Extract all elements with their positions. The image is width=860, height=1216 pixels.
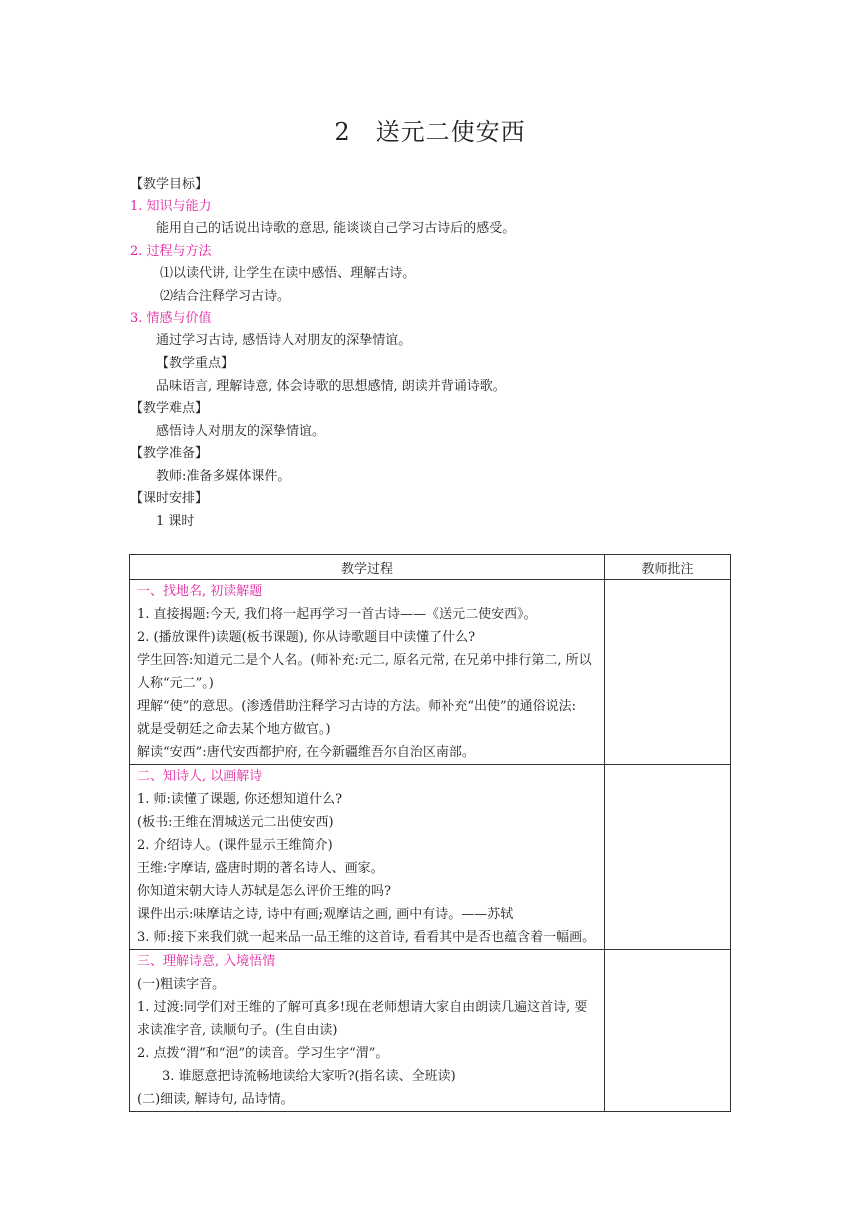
objective-2-text-1: ⑴以读代讲, 让学生在读中感悟、理解古诗。 [160, 266, 416, 281]
objective-3-text: 通过学习古诗, 感悟诗人对朋友的深挚情谊。 [156, 333, 412, 348]
key-points-header: 【教学重点】 [156, 356, 235, 371]
objective-2-text-2: ⑵结合注释学习古诗。 [160, 289, 291, 304]
section-heading: 二、知诗人, 以画解诗 [137, 769, 263, 784]
schedule-header: 【课时安排】 [130, 491, 209, 506]
section-line: 3. 师:接下来我们就一起来品一品王维的这首诗, 看看其中是否也蕴含着一幅画。 [137, 930, 596, 945]
section-heading: 三、理解诗意, 入境悟情 [137, 954, 276, 969]
section-line: 2. (播放课件)读题(板书课题), 你从诗歌题目中读懂了什么? [137, 630, 476, 645]
section-line: 1. 过渡:同学们对王维的了解可真多!现在老师想请大家自由朗读几遍这首诗, 要 [137, 1000, 588, 1015]
section-line: (一)粗读字音。 [137, 977, 226, 992]
table-row [130, 765, 731, 950]
section-1-cell [130, 580, 605, 765]
section-line: 就是受朝廷之命去某个地方做官。) [137, 722, 331, 737]
objective-2-label: 2. 过程与方法 [130, 244, 212, 259]
difficulties-text: 感悟诗人对朋友的深挚情谊。 [156, 424, 326, 439]
section-line: 1. 师:读懂了课题, 你还想知道什么? [137, 792, 343, 807]
teaching-process-table [129, 554, 731, 1112]
section-line: 2. 点拨“渭”和“浥”的读音。学习生字“渭”。 [137, 1046, 389, 1061]
section-line: 解读“安西”:唐代安西都护府, 在今新疆维吾尔自治区南部。 [137, 745, 475, 760]
section-line: 学生回答:知道元二是个人名。(师补充:元二, 原名元常, 在兄弟中排行第二, 所以 [137, 653, 592, 668]
section-line: 理解“使”的意思。(渗透借助注释学习古诗的方法。师补充“出使”的通俗说法: [137, 699, 577, 714]
notes-cell [605, 765, 731, 950]
column-header-notes: 教师批注 [605, 555, 731, 580]
notes-cell [605, 950, 731, 1112]
difficulties-header: 【教学难点】 [130, 401, 209, 416]
section-line: (二)细读, 解诗句, 品诗情。 [137, 1092, 294, 1107]
objective-3-label: 3. 情感与价值 [130, 311, 212, 326]
section-line: 3. 谁愿意把诗流畅地读给大家听?(指名读、全班读) [162, 1069, 456, 1084]
preparation-header: 【教学准备】 [130, 446, 209, 461]
table-header-row [130, 555, 731, 580]
section-heading: 一、找地名, 初读解题 [137, 584, 263, 599]
section-line: 1. 直接揭题:今天, 我们将一起再学习一首古诗——《送元二使安西》。 [137, 607, 537, 622]
section-line: 求读准字音, 读顺句子。(生自由读) [137, 1023, 338, 1038]
section-3-cell [130, 950, 605, 1112]
section-line: 人称“元二”。) [137, 676, 214, 691]
section-line: (板书:王维在渭城送元二出使安西) [137, 815, 334, 830]
objectives-header: 【教学目标】 [130, 177, 209, 192]
preparation-text: 教师:准备多媒体课件。 [156, 469, 291, 484]
section-line: 2. 介绍诗人。(课件显示王维简介) [137, 838, 333, 853]
notes-cell [605, 580, 731, 765]
table-row [130, 950, 731, 1112]
schedule-text: 1 课时 [156, 514, 195, 529]
objective-1-text: 能用自己的话说出诗歌的意思, 能谈谈自己学习古诗后的感受。 [156, 221, 516, 236]
objective-1-label: 1. 知识与能力 [130, 199, 212, 214]
key-points-text: 品味语言, 理解诗意, 体会诗歌的思想感情, 朗读并背诵诗歌。 [156, 379, 506, 394]
section-line: 课件出示:味摩诘之诗, 诗中有画;观摩诘之画, 画中有诗。——苏轼 [137, 907, 514, 922]
page-title: 2 送元二使安西 [334, 118, 526, 146]
section-line: 你知道宋朝大诗人苏轼是怎么评价王维的吗? [137, 884, 391, 899]
section-line: 王维:字摩诘, 盛唐时期的著名诗人、画家。 [137, 861, 384, 876]
section-2-cell [130, 765, 605, 950]
table-row [130, 580, 731, 765]
column-header-process: 教学过程 [130, 555, 605, 580]
